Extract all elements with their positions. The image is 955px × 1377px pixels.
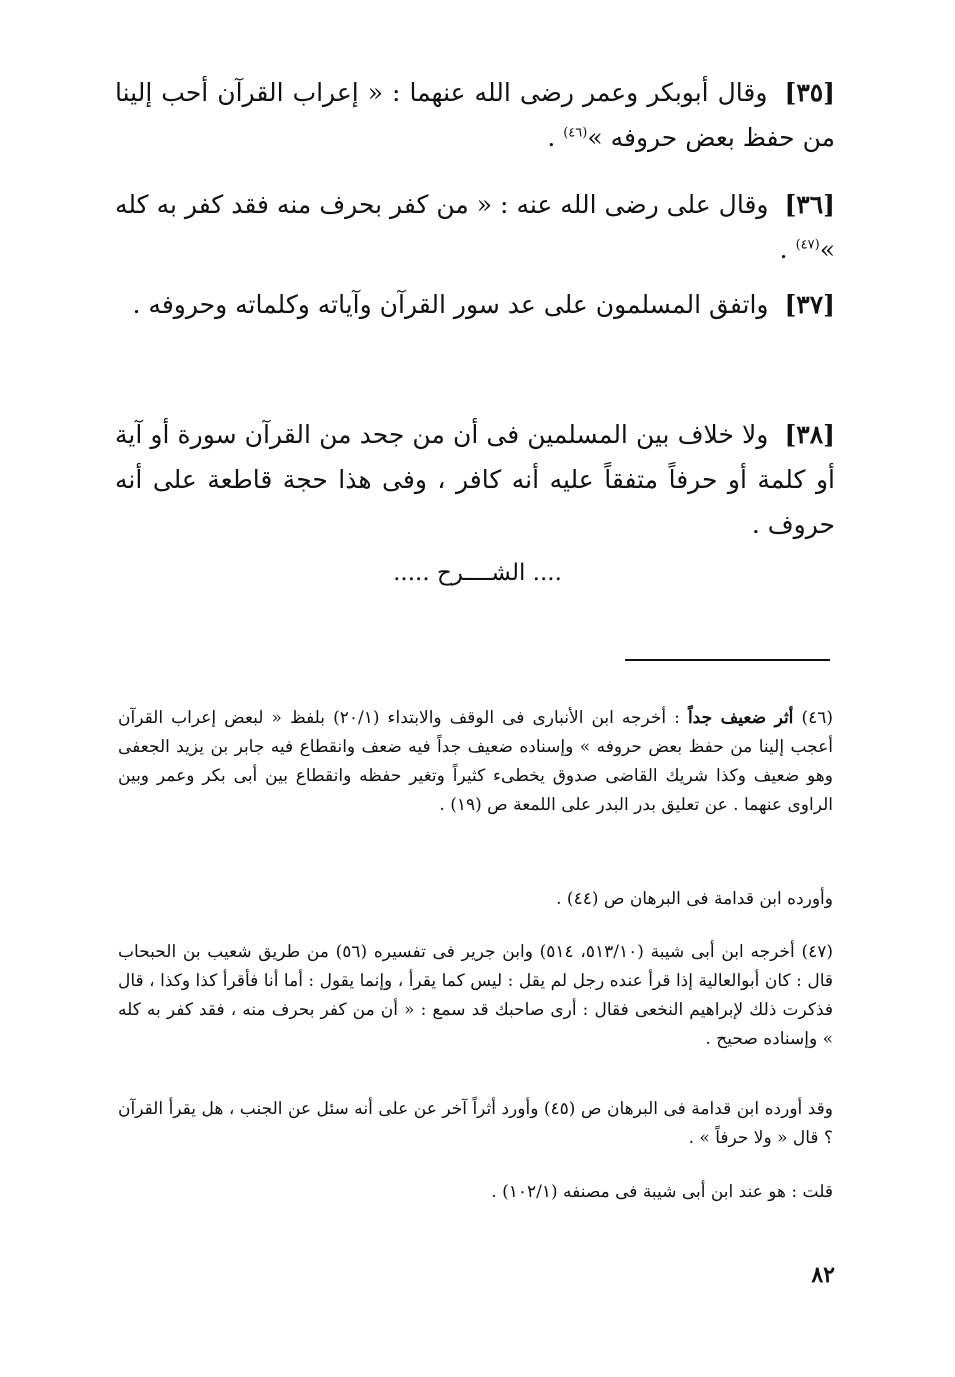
footnote-separator (625, 659, 830, 661)
paragraph-38 (115, 412, 835, 547)
footnote-47-comment: قلت : هو عند ابن أبى شيبة فى مصنفه (١٠٢/١) . (491, 1182, 833, 1202)
footnote-text: : أخرجه ابن الأنبارى فى الوقف والابتداء (٢٠/١) بلفظ « لبعض إعراب القرآن أعجب إلينا من حفظ بعض حروفه » وإسناده ضعيف جداً فيه ضعف وانقطاع فيه جابر بن يزيد الجعفى وهو ضعيف وكذا شريك القاضى صدوق يخطىء كثيراً وتغير حفظه وانقطاع بين أبى بكر وعمر وبين الراوى عنهما . عن تعليق بدر البدر على اللمعة ص (١٩) . (118, 708, 833, 815)
paragraph-text: واتفق المسلمون على عد سور القرآن وآياته وكلماته وحروفه . (132, 290, 769, 319)
paragraph-text: وقال أبوبكر وعمر رضى الله عنهما : « إعراب القرآن أحب إلينا من حفظ بعض حروفه » (115, 78, 835, 152)
footnote-number: (٤٧) (801, 942, 833, 962)
paragraph-text: ولا خلاف بين المسلمين فى أن من جحد من القرآن سورة أو آية أو كلمة أو حرفاً متفقاً عليه أنه كافر ، وفى هذا حجة قاطعة على أنه حروف . (115, 420, 835, 539)
footnote-text: أخرجه ابن أبى شيبة (٥١٣/١٠، ٥١٤) وابن جرير فى تفسيره (٥٦) من طريق شعيب بن الحبحاب قال : كان أبوالعالية إذا قرأ عنده رجل لم يقل : ليس كما يقرأ ، وإنما يقول : أما أنا فأقرأ كذا وكذا ، قال فذكرت ذلك لإبراهيم النخعى فقال : أرى صاحبك قد سمع : « أن من كفر بحرف منه ، فقد كفر به كله » وإسناده صحيح . (118, 942, 833, 1049)
paragraph-36 (115, 182, 835, 272)
footnote-46 (118, 704, 833, 820)
sharh-heading: .... الشــــرح ..... (393, 560, 562, 586)
footnote-number: (٤٦) (801, 708, 834, 728)
footnote-47-note: وقد أورده ابن قدامة فى البرهان ص (٤٥) وأورد أثراً آخر عن على أنه سئل عن الجنب ، هل يقرأ القرآن ؟ قال « ولا حرفاً » . (118, 1099, 833, 1148)
footnote-ref[interactable]: (٤٧) (795, 237, 820, 253)
footnote-ref[interactable]: (٤٦) (563, 125, 588, 141)
paragraph-number: [٣٧] (784, 290, 835, 319)
paragraph-37 (115, 282, 835, 327)
paragraph-end: . (779, 235, 796, 264)
footnote-47 (118, 938, 833, 1054)
paragraph-end: . (547, 123, 564, 152)
paragraph-number: [٣٥] (784, 78, 836, 107)
paragraph-number: [٣٨] (784, 420, 835, 449)
paragraph-35 (115, 70, 835, 160)
footnote-46-note: وأورده ابن قدامة فى البرهان ص (٤٤) . (556, 889, 833, 909)
paragraph-number: [٣٦] (784, 190, 835, 219)
page-number: ٨٢ (811, 1262, 835, 1288)
footnote-grade: أثر ضعيف جداً (687, 708, 794, 728)
paragraph-text: وقال على رضى الله عنه : « من كفر بحرف منه فقد كفر به كله » (115, 190, 835, 264)
